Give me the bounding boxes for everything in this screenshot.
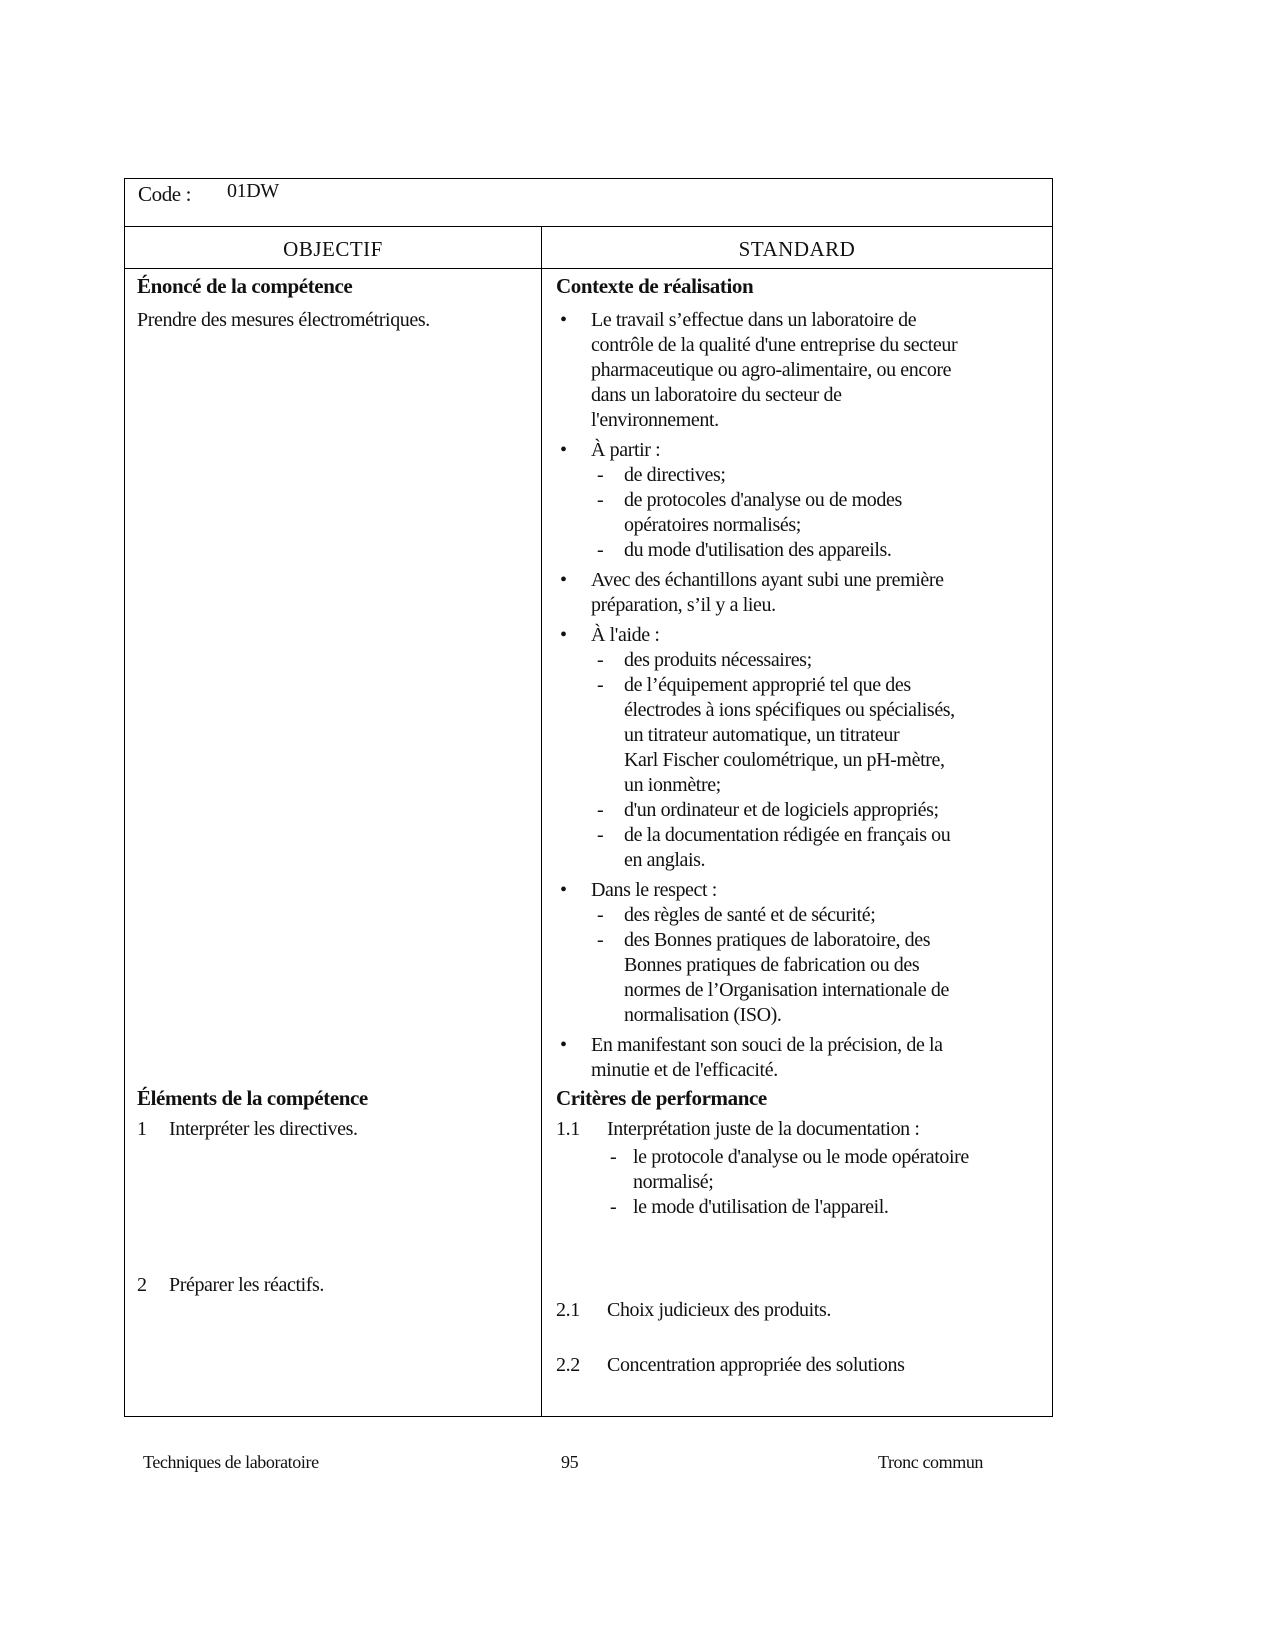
criterion-text: Interprétation juste de la documentation : [607,1118,920,1140]
line: contrôle de la qualité d'une entreprise du secteur [591,334,958,356]
element-text: Préparer les réactifs. [169,1274,324,1296]
criterion-text: Choix judicieux des produits. [607,1299,831,1321]
line: Karl Fischer coulométrique, un pH-mètre, [624,749,945,771]
footer-program: Techniques de laboratoire [143,1452,319,1472]
bullet-item [560,878,957,1028]
divider [125,226,1052,227]
line: électrodes à ions spécifiques ou spécialisés, [624,699,955,721]
sub-item [591,928,957,1028]
line: de la documentation rédigée en français ou [624,824,951,846]
criterion-number: 1.1 [556,1118,580,1140]
line: Bonnes pratiques de fabrication ou des [624,954,920,976]
dash-icon: - [597,799,604,821]
dash-icon: - [597,824,604,846]
dash-icon: - [597,929,604,951]
line: un ionmètre; [624,774,721,796]
contexte-list [560,308,957,1083]
dash-icon: - [597,674,604,696]
page-number: 95 [561,1452,579,1472]
criterion-number: 2.1 [556,1299,580,1321]
line: préparation, s’il y a lieu. [591,594,776,616]
dash-icon: - [597,649,604,671]
bullet-icon: • [560,624,567,646]
criterion-2-2 [556,1353,1275,1378]
code-label: Code : [138,182,192,206]
bullet-item [560,568,957,618]
element-number: 2 [137,1274,147,1296]
element-item [137,1273,1275,1298]
criterion-2-1 [556,1298,1275,1323]
element-text: Interpréter les directives. [169,1118,358,1140]
sub-item [591,673,957,798]
criterion-text: Concentration appropriée des solutions [607,1354,905,1376]
line: dans un laboratoire du secteur de [591,384,842,406]
column-divider [541,227,542,1416]
dash-icon: - [597,489,604,511]
line: des Bonnes pratiques de laboratoire, des [624,929,931,951]
code-value: 01DW [227,180,279,202]
line: normalisation (ISO). [624,1004,782,1026]
bullet-icon: • [560,879,567,901]
element-number: 1 [137,1118,147,1140]
dash-icon: - [610,1196,617,1218]
criteres-heading: Critères de performance [556,1086,767,1110]
enonce-text: Prendre des mesures électrométriques. [137,309,430,331]
dash-icon: - [597,464,604,486]
line: opératoires normalisés; [624,514,801,536]
dash-icon: - [597,904,604,926]
line: normalisé; [633,1171,714,1193]
line: À partir : [591,439,661,461]
elements-heading: Éléments de la compétence [137,1086,368,1110]
line: en anglais. [624,849,706,871]
line: des règles de santé et de sécurité; [624,904,876,926]
dash-icon: - [610,1146,617,1168]
bullet-icon: • [560,569,567,591]
line: Avec des échantillons ayant subi une première [591,569,944,591]
line: de protocoles d'analyse ou de modes [624,489,902,511]
bullet-icon: • [560,1034,567,1056]
bullet-item [560,623,957,873]
sub-item [591,903,957,928]
bullet-item [560,438,957,563]
line: du mode d'utilisation des appareils. [624,539,892,561]
header-standard: STANDARD [738,237,856,261]
line: pharmaceutique ou agro-alimentaire, ou encore [591,359,952,381]
sub-item [591,648,957,673]
line: minutie et de l'efficacité. [591,1059,778,1081]
line: normes de l’Organisation internationale de [624,979,949,1001]
header-objectif: OBJECTIF [283,237,383,261]
line: de l’équipement approprié tel que des [624,674,911,696]
line: des produits nécessaires; [624,649,812,671]
line: le protocole d'analyse ou le mode opératoire [633,1146,969,1168]
footer-section: Tronc commun [878,1452,984,1472]
line: À l'aide : [591,624,660,646]
line: un titrateur automatique, un titrateur [624,724,900,746]
line: de directives; [624,464,726,486]
line: En manifestant son souci de la précision, de la [591,1034,943,1056]
contexte-heading: Contexte de réalisation [556,274,754,298]
line: le mode d'utilisation de l'appareil. [633,1196,889,1218]
sub-item [556,1145,969,1195]
sub-item [591,538,957,563]
sub-item [591,798,957,823]
bullet-icon: • [560,439,567,461]
sub-item [591,463,957,488]
bullet-item [560,308,957,433]
line: Le travail s’effectue dans un laboratoire de [591,309,917,331]
line: Dans le respect : [591,879,717,901]
enonce-heading: Énoncé de la compétence [137,274,353,298]
dash-icon: - [597,539,604,561]
line: d'un ordinateur et de logiciels appropriés; [624,799,939,821]
criterion-number: 2.2 [556,1354,580,1376]
criterion-1-1 [556,1117,969,1220]
bullet-icon: • [560,309,567,331]
bullet-item [560,1033,957,1083]
sub-item [591,823,957,873]
sub-item [556,1195,969,1220]
line: l'environnement. [591,409,719,431]
sub-item [591,488,957,538]
